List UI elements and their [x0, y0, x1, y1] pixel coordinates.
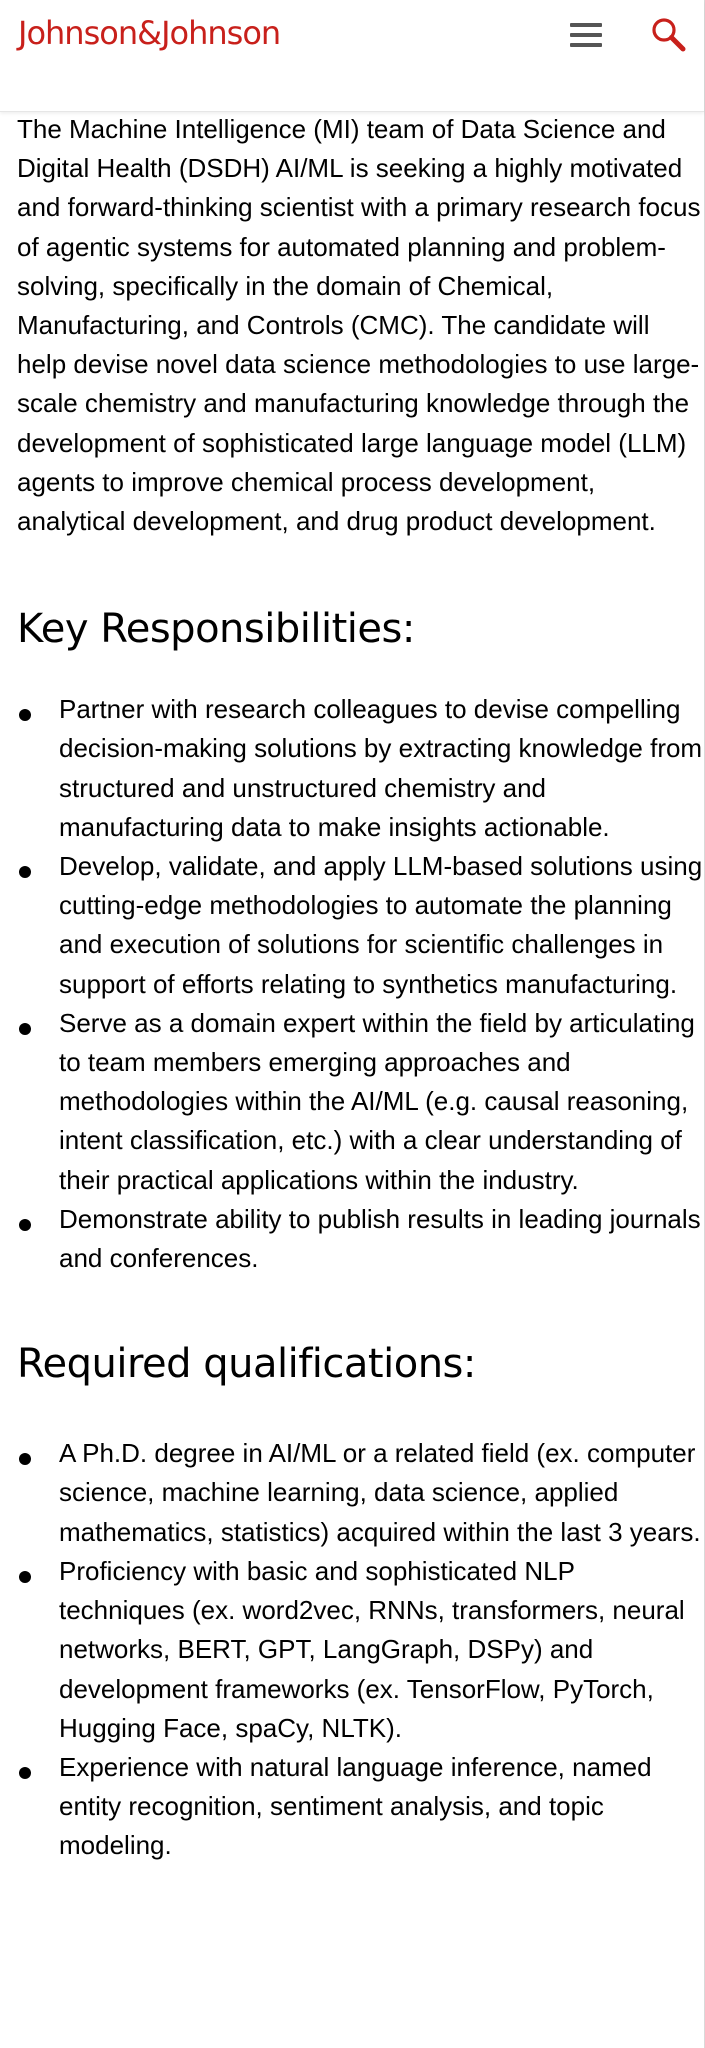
list-item [17, 1748, 703, 1866]
bullet-icon [19, 709, 31, 721]
list-item-text: Demonstrate ability to publish results in leading journals and conferences. [59, 1203, 701, 1274]
hamburger-menu-icon [566, 20, 606, 50]
bullet-icon [19, 1219, 31, 1231]
bullet-icon [19, 866, 31, 878]
key-responsibilities-heading: Key Responsibilities: [17, 606, 415, 653]
search-button[interactable] [649, 15, 689, 55]
search-icon [649, 15, 689, 55]
johnson-and-johnson-logo[interactable]: Johnson&Johnson [18, 14, 281, 52]
site-header [0, 0, 704, 112]
intro-paragraph: The Machine Intelligence (MI) team of Data Science and Digital Health (DSDH) AI/ML is seeking a highly motivated and forward-thinking scientist with a primary research focus of agentic systems for automated planning and problem-solving, specifically in the domain of Chemical, Manufacturing, and Controls (CMC). The candidate will help devise novel data science methodologies to use large-scale chemistry and manufacturing knowledge through the development of sophisticated large language model (LLM) agents to improve chemical process development, analytical development, and drug product development. [17, 114, 701, 537]
list-item [17, 1200, 703, 1278]
list-item-text: Experience with natural language inference, named entity recognition, sentiment analysis, and topic modeling. [59, 1751, 652, 1861]
responsibilities-list [17, 690, 703, 1278]
bullet-icon [19, 1453, 31, 1465]
list-item [17, 847, 703, 1004]
qualifications-list [17, 1434, 703, 1865]
list-item-text: Partner with research colleagues to devise compelling decision-making solutions by extracting knowledge from structured and unstructured chemistry and manufacturing data to make insights actionable. [59, 694, 703, 842]
list-item-text: A Ph.D. degree in AI/ML or a related field (ex. computer science, machine learning, data science, applied mathematics, statistics) acquired within the last 3 years. [59, 1438, 701, 1547]
bullet-icon [19, 1767, 31, 1779]
list-item [17, 1552, 703, 1748]
list-item [17, 1004, 703, 1200]
list-item-text: Develop, validate, and apply LLM-based solutions using cutting-edge methodologies to automate the planning and execution of solutions for scientific challenges in support of efforts relating to synthetics manufacturing. [59, 851, 703, 999]
required-qualifications-heading: Required qualifications: [17, 1341, 476, 1388]
menu-button[interactable] [566, 20, 606, 50]
bullet-icon [19, 1023, 31, 1035]
bullet-icon [19, 1571, 31, 1583]
list-item [17, 1434, 703, 1552]
job-description [17, 110, 703, 1866]
list-item-text: Serve as a domain expert within the field by articulating to team members emerging approaches and methodologies within the AI/ML (e.g. causal reasoning, intent classification, etc.) with a clear understanding of their practical applications within the industry. [59, 1007, 695, 1195]
list-item [17, 690, 703, 847]
list-item-text: Proficiency with basic and sophisticated NLP techniques (ex. word2vec, RNNs, transformers, neural networks, BERT, GPT, LangGraph, DSPy) and development frameworks (ex. TensorFlow, PyTorch, Hugging Face, spaCy, NLTK). [59, 1555, 685, 1743]
